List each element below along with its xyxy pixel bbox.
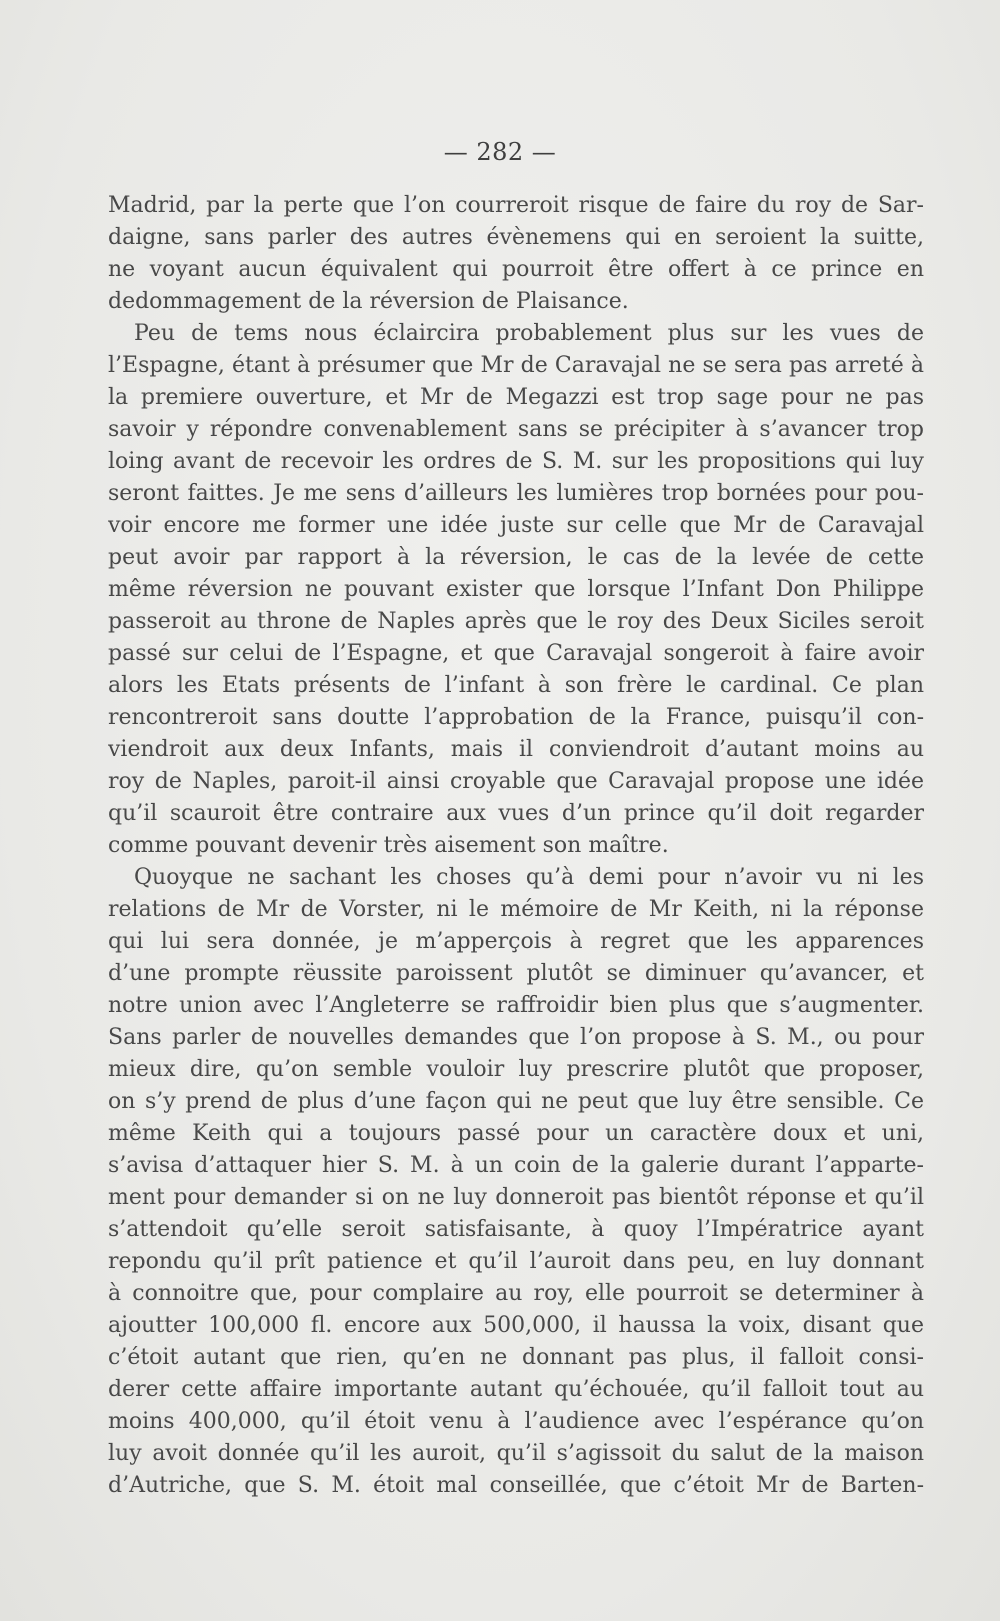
text-line: daigne, sans parler des autres évènemens qui en seroient la suitte, <box>108 225 924 250</box>
page-number: — 282 — <box>443 138 557 166</box>
text-line: notre union avec l’Angleterre se raffroidir bien plus que s’augmenter. <box>108 993 924 1018</box>
text-line: seront faittes. Je me sens d’ailleurs les lumières trop bornées pour pou- <box>108 481 924 506</box>
text-line: dedommagement de la réversion de Plaisance. <box>108 289 629 314</box>
text-line: viendroit aux deux Infants, mais il conviendroit d’autant moins au <box>108 737 924 762</box>
text-line: même Keith qui a toujours passé pour un caractère doux et uni, <box>108 1121 924 1146</box>
text-line: comme pouvant devenir très aisement son maître. <box>108 833 669 858</box>
text-line: repondu qu’il prît patience et qu’il l’auroit dans peu, en luy donnant <box>108 1249 924 1274</box>
text-line: alors les Etats présents de l’infant à son frère le cardinal. Ce plan <box>108 673 924 698</box>
text-line: on s’y prend de plus d’une façon qui ne peut que luy être sensible. Ce <box>108 1089 924 1114</box>
text-line: à connoitre que, pour complaire au roy, elle pourroit se determiner à <box>108 1281 924 1306</box>
text-line: moins 400,000, qu’il étoit venu à l’audience avec l’espérance qu’on <box>108 1409 924 1434</box>
text-line: passeroit au throne de Naples après que le roy des Deux Siciles seroit <box>108 609 924 634</box>
text-line: s’avisa d’attaquer hier S. M. à un coin de la galerie durant l’apparte- <box>108 1153 924 1178</box>
text-line: la premiere ouverture, et Mr de Megazzi est trop sage pour ne pas <box>108 385 924 410</box>
body-text <box>108 190 924 1502</box>
text-line: s’attendoit qu’elle seroit satisfaisante, à quoy l’Impératrice ayant <box>108 1217 924 1242</box>
text-line: roy de Naples, paroit-il ainsi croyable que Caravajal propose une idée <box>108 769 924 794</box>
text-line: ment pour demander si on ne luy donneroit pas bientôt réponse et qu’il <box>108 1185 924 1210</box>
text-line: Madrid, par la perte que l’on courreroit risque de faire du roy de Sar- <box>108 193 924 218</box>
text-line: Quoyque ne sachant les choses qu’à demi pour n’avoir vu ni les <box>134 865 924 890</box>
text-line: d’Autriche, que S. M. étoit mal conseillée, que c’étoit Mr de Barten- <box>108 1473 924 1498</box>
text-line: l’Espagne, étant à présumer que Mr de Caravajal ne se sera pas arreté à <box>108 353 924 378</box>
text-line: d’une prompte rëussite paroissent plutôt se diminuer qu’avancer, et <box>108 961 924 986</box>
text-line: voir encore me former une idée juste sur celle que Mr de Caravajal <box>108 513 924 538</box>
text-line: loing avant de recevoir les ordres de S. M. sur les propositions qui luy <box>108 449 924 474</box>
text-line: rencontreroit sans doutte l’approbation de la France, puisqu’il con- <box>108 705 924 730</box>
text-line: passé sur celui de l’Espagne, et que Caravajal songeroit à faire avoir <box>108 641 924 666</box>
text-line: c’étoit autant que rien, qu’en ne donnant pas plus, il falloit consi- <box>108 1345 924 1370</box>
text-line: luy avoit donnée qu’il les auroit, qu’il s’agissoit du salut de la maison <box>108 1441 924 1466</box>
text-line: qu’il scauroit être contraire aux vues d’un prince qu’il doit regarder <box>108 801 924 826</box>
text-line: ne voyant aucun équivalent qui pourroit être offert à ce prince en <box>108 257 924 282</box>
text-line: relations de Mr de Vorster, ni le mémoire de Mr Keith, ni la réponse <box>108 897 924 922</box>
text-line: ajoutter 100,000 fl. encore aux 500,000, il haussa la voix, disant que <box>108 1313 924 1338</box>
text-line: savoir y répondre convenablement sans se précipiter à s’avancer trop <box>108 417 924 442</box>
text-line: qui lui sera donnée, je m’apperçois à regret que les apparences <box>108 929 924 954</box>
text-line: Peu de tems nous éclaircira probablement plus sur les vues de <box>134 321 924 346</box>
text-line: derer cette affaire importante autant qu’échouée, qu’il falloit tout au <box>108 1377 924 1402</box>
text-line: Sans parler de nouvelles demandes que l’on propose à S. M., ou pour <box>108 1025 924 1050</box>
text-line: mieux dire, qu’on semble vouloir luy prescrire plutôt que proposer, <box>108 1057 924 1082</box>
text-line: peut avoir par rapport à la réversion, le cas de la levée de cette <box>108 545 924 570</box>
text-line: même réversion ne pouvant exister que lorsque l’Infant Don Philippe <box>108 577 924 602</box>
